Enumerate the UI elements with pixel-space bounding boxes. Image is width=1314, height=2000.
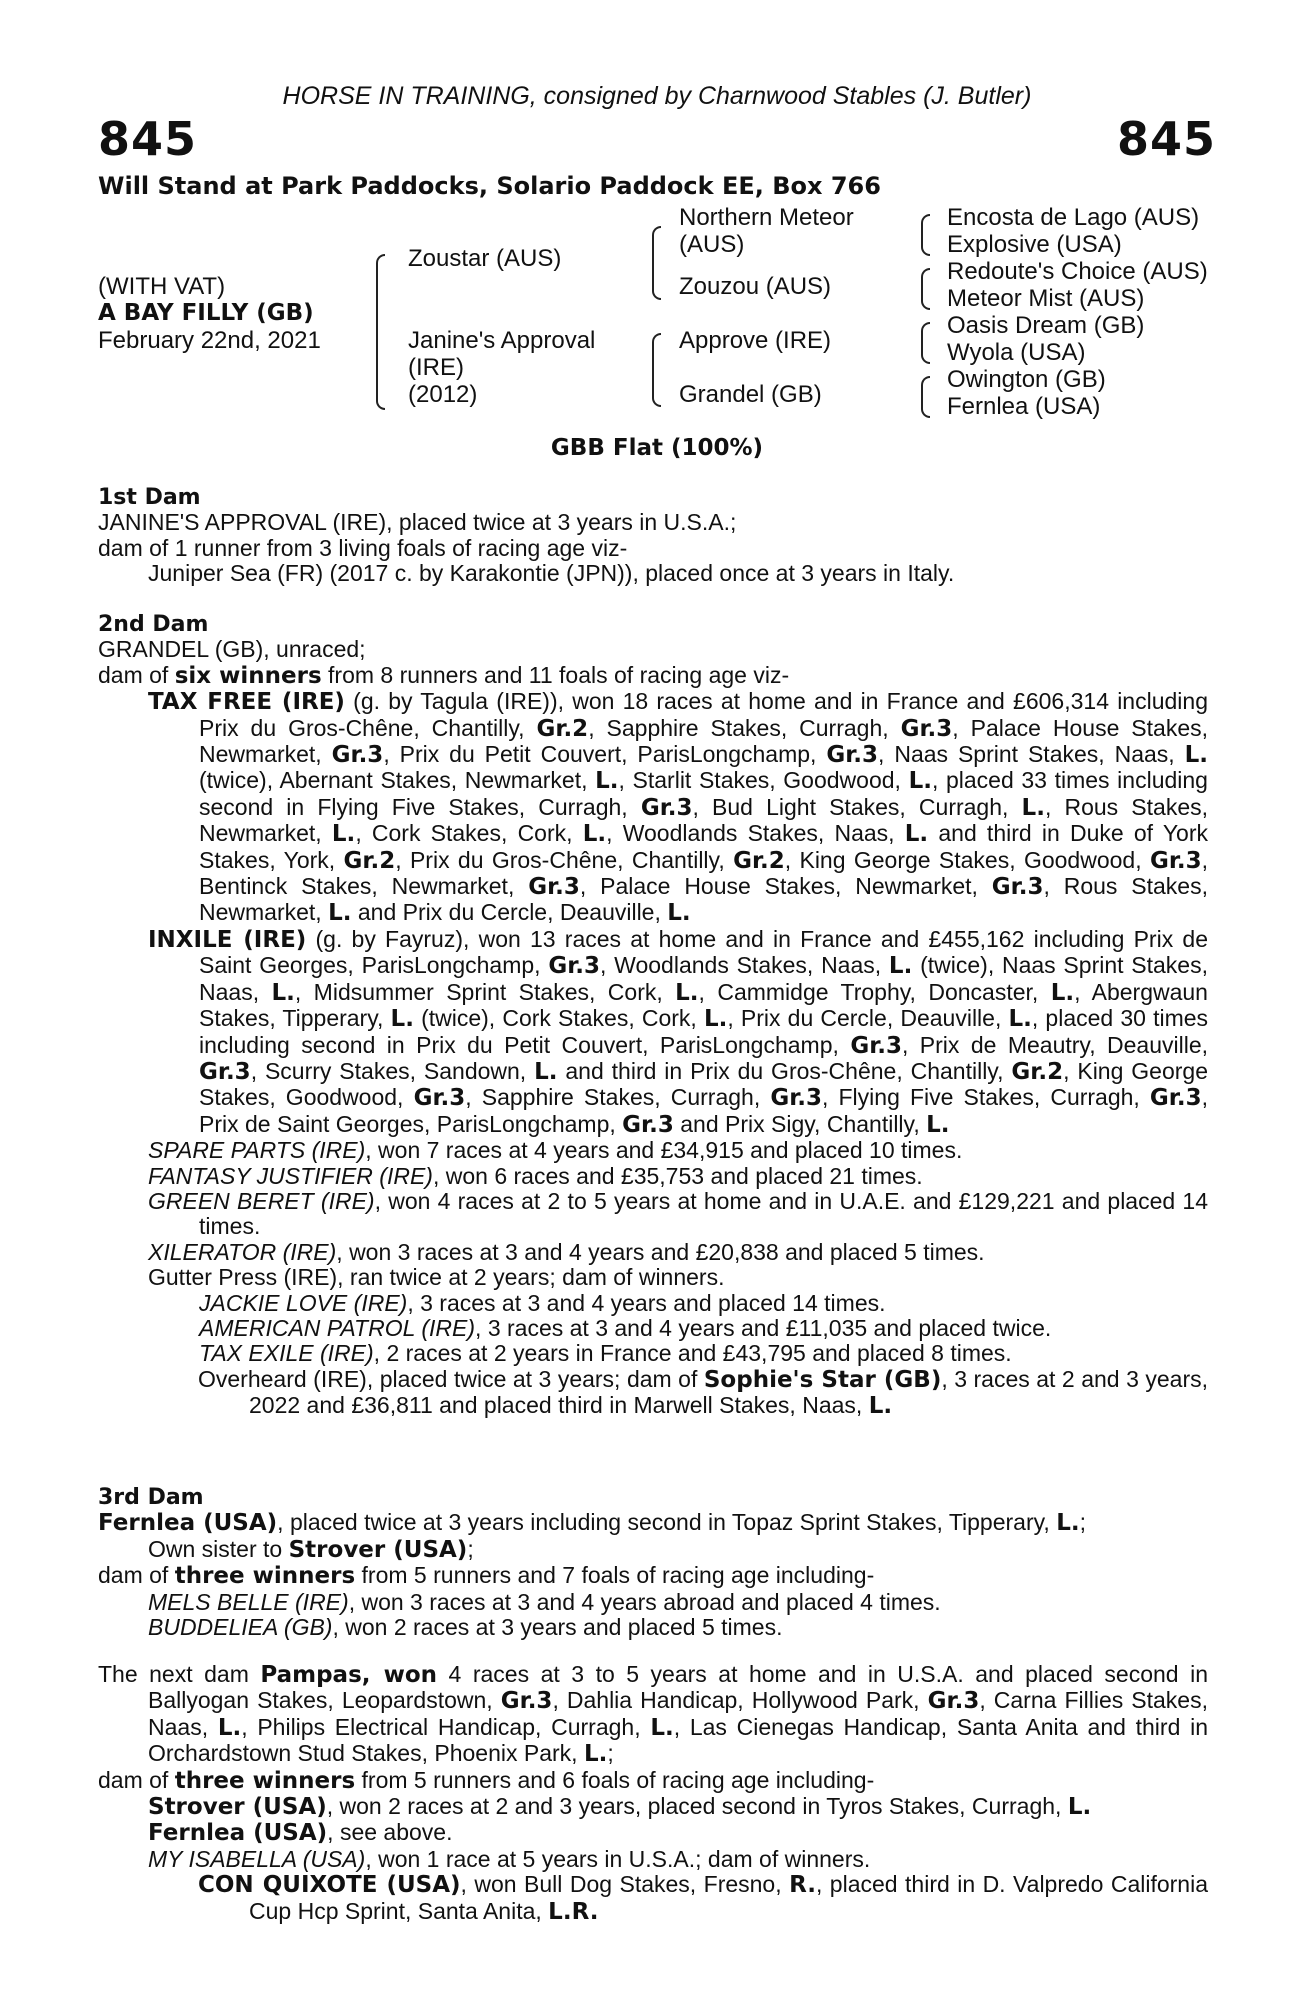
dam-produce-line: dam of three winners from 5 runners and 6 foals of racing age including- — [98, 1766, 875, 1794]
produce-entry: SPARE PARTS (IRE), won 7 races at 4 years and £34,915 and placed 10 times. — [148, 1137, 963, 1164]
pedigree-dam: Janine's Approval (IRE) (2012) — [408, 327, 596, 408]
consignment-header: HORSE IN TRAINING, consigned by Charnwood Stables (J. Butler) — [282, 82, 1032, 110]
produce-entry: Gutter Press (IRE), ran twice at 2 years; dam of winners. — [148, 1264, 725, 1291]
produce-entry: MELS BELLE (IRE), won 3 races at 3 and 4 years abroad and placed 4 times. — [148, 1588, 941, 1615]
produce-entry: BUDDELIEA (GB), won 2 races at 3 years and placed 5 times. — [148, 1614, 783, 1641]
first-dam-section — [98, 485, 1208, 587]
produce-entry: FANTASY JUSTIFIER (IRE), won 6 races and £35,753 and placed 21 times. — [148, 1162, 923, 1189]
produce-entry-inxile: INXILE (IRE) (g. by Fayruz), won 13 races at home and in France and £455,162 including Prix de Saint Georges, ParisLongchamp, Gr.3, Woodlands Stakes, Naas, L. (twice), Naas Sprint Stakes, Naas, L., Midsummer Sprint Stakes, Cork, L., Cammidge Trophy, Doncaster, L., Abergwaun Stakes, Tipperary, L. (twice), Cork Stakes, Cork, L., Prix du Cercle, Deauville, L., placed 30 times including second in Prix du Petit Couvert, ParisLongchamp, Gr.3, Prix de Meautry, Deauville, Gr.3, Scurry Stakes, Sandown, L. and third in Prix du Gros-Chêne, Chantilly, Gr.2, King George Stakes, Goodwood, Gr.3, Sapphire Stakes, Curragh, Gr.3, Flying Five Stakes, Curragh, Gr.3, Prix de Saint Georges, ParisLongchamp, Gr.3 and Prix Sigy, Chantilly, L. — [148, 925, 1209, 1138]
section-heading: 1st Dam — [98, 485, 201, 510]
dam-line: JANINE'S APPROVAL (IRE), placed twice at 3 years in U.S.A.; — [98, 509, 737, 536]
pedigree-bracket-dam — [652, 333, 661, 407]
produce-entry: XILERATOR (IRE), won 3 races at 3 and 4 years and £20,838 and placed 5 times. — [148, 1238, 985, 1265]
pedigree-dam-sire: Approve (IRE) — [679, 327, 832, 354]
grand-produce-entry: CON QUIXOTE (USA), won Bull Dog Stakes, Fresno, R., placed third in D. Valpredo California Cup Hcp Sprint, Santa Anita, L.R. — [198, 1871, 1208, 1925]
pedigree-bracket-sd — [921, 268, 930, 310]
pedigree-bracket-sire — [652, 226, 661, 300]
dam-produce-line: dam of 1 runner from 3 living foals of racing age viz- — [98, 534, 628, 561]
section-heading: 2nd Dam — [98, 612, 209, 637]
lot-number-left: 845 — [98, 112, 198, 166]
produce-entry: Fernlea (USA), see above. — [148, 1819, 453, 1847]
rating-line: GBB Flat (100%) — [550, 435, 764, 461]
pedigree-bracket-ds — [921, 322, 930, 364]
pedigree-bracket-dd — [921, 376, 930, 418]
dam-produce-line: dam of six winners from 8 runners and 11 foals of racing age viz- — [98, 661, 790, 689]
produce-entry: MY ISABELLA (USA), won 1 race at 5 years in U.S.A.; dam of winners. — [148, 1845, 871, 1872]
pedigree-dam-dam: Grandel (GB) — [679, 381, 822, 408]
grand-produce-entry: JACKIE LOVE (IRE), 3 races at 3 and 4 years and placed 14 times. — [199, 1289, 886, 1316]
foaling-date: February 22nd, 2021 — [98, 327, 321, 354]
pedigree-bracket-ss — [921, 214, 930, 256]
pedigree-sire-sire: Northern Meteor (AUS) — [679, 204, 854, 258]
next-dam-section — [98, 1662, 1208, 1925]
dam-line: Fernlea (USA), placed twice at 3 years including second in Topaz Sprint Stakes, Tipperary, L.; — [98, 1509, 1086, 1537]
third-dam-section — [98, 1485, 1208, 1640]
produce-entry: GREEN BERET (IRE), won 4 races at 2 to 5 years at home and in U.A.E. and £129,221 and placed 14 times. — [148, 1187, 1208, 1240]
pedigree-sire: Zoustar (AUS) — [408, 245, 562, 272]
pedigree-sire-dam: Zouzou (AUS) — [679, 273, 832, 300]
produce-entry: Strover (USA), won 2 races at 2 and 3 years, placed second in Tyros Stakes, Curragh, L. — [148, 1793, 1092, 1821]
produce-entry-tax-free: TAX FREE (IRE) (g. by Tagula (IRE)), won 18 races at home and in France and £606,314 including Prix du Gros-Chêne, Chantilly, Gr.2, Sapphire Stakes, Curragh, Gr.3, Palace House Stakes, Newmarket, Gr.3, Prix du Petit Couvert, ParisLongchamp, Gr.3, Naas Sprint Stakes, Naas, L. (twice), Abernant Stakes, Newmarket, L., Starlit Stakes, Goodwood, L., placed 33 times including second in Flying Five Stakes, Curragh, Gr.3, Bud Light Stakes, Curragh, L., Rous Stakes, Newmarket, L., Cork Stakes, Cork, L., Woodlands Stakes, Naas, L. and third in Duke of York Stakes, York, Gr.2, Prix du Gros-Chêne, Chantilly, Gr.2, King George Stakes, Goodwood, Gr.3, Bentinck Stakes, Newmarket, Gr.3, Palace House Stakes, Newmarket, Gr.3, Rous Stakes, Newmarket, L. and Prix du Cercle, Deauville, L. — [148, 688, 1209, 927]
second-dam-section — [98, 612, 1208, 1420]
lot-number-right: 845 — [1116, 112, 1216, 166]
grand-produce-entry: Overheard (IRE), placed twice at 3 years; dam of Sophie's Star (GB), 3 races at 2 and 3 years, 2022 and £36,811 and placed third in Marwell Stakes, Naas, L. — [198, 1365, 1208, 1420]
next-dam-line: The next dam Pampas, won 4 races at 3 to 5 years at home and in U.S.A. and placed second in Ballyogan Stakes, Leopardstown, Gr.3, Dahlia Handicap, Hollywood Park, Gr.3, Carna Fillies Stakes, Naas, L., Philips Electrical Handicap, Curragh, L., Las Cienegas Handicap, Santa Anita and third in Orchardstown Stud Stakes, Phoenix Park, L.; — [98, 1661, 1208, 1768]
dam-line: GRANDEL (GB), unraced; — [98, 636, 366, 663]
pedigree-gen4: Encosta de Lago (AUS) Explosive (USA) Redoute's Choice (AUS) Meteor Mist (AUS) Oasis Dream (GB) Wyola (USA) Owington (GB) Fernlea (USA) — [947, 204, 1208, 420]
grand-produce-entry: TAX EXILE (IRE), 2 races at 2 years in France and £43,795 and placed 8 times. — [199, 1340, 1012, 1367]
vat-note: (WITH VAT) — [98, 273, 226, 300]
horse-description: A BAY FILLY (GB) — [98, 300, 314, 326]
grand-produce-entry: AMERICAN PATROL (IRE), 3 races at 3 and 4 years and £11,035 and placed twice. — [199, 1314, 1052, 1341]
produce-entry: Juniper Sea (FR) (2017 c. by Karakontie (JPN)), placed once at 3 years in Italy. — [148, 560, 955, 587]
dam-produce-line: dam of three winners from 5 runners and 7 foals of racing age including- — [98, 1562, 875, 1590]
pedigree-bracket-gen1 — [376, 254, 385, 410]
section-heading: 3rd Dam — [98, 1485, 204, 1510]
stand-location: Will Stand at Park Paddocks, Solario Paddock EE, Box 766 — [98, 172, 881, 200]
sister-line: Own sister to Strover (USA); — [148, 1535, 474, 1563]
